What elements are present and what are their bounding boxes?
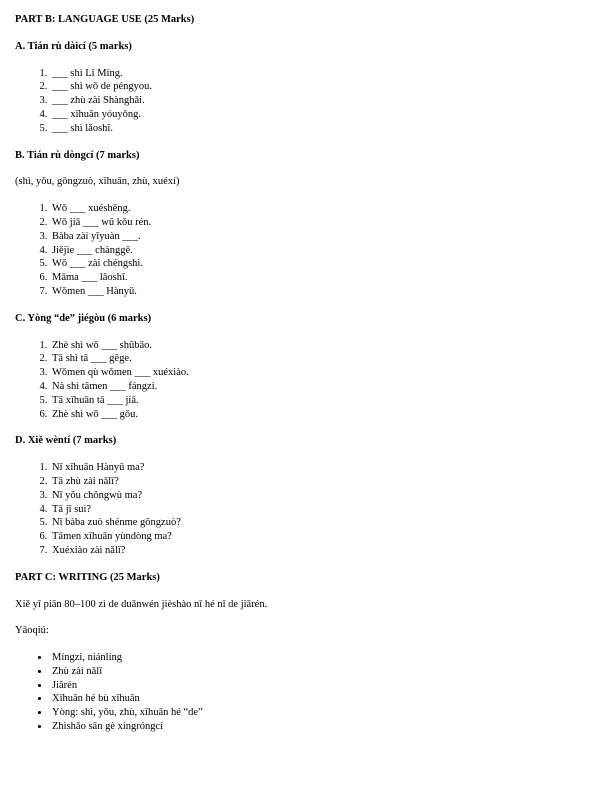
- list-item: • Míngzi, niánlíng: [50, 651, 592, 665]
- list-item: 3. Wǒmen qù wǒmen ___ xuéxiào.: [50, 366, 592, 380]
- list-item: 6. Zhè shì wǒ ___ gǒu.: [50, 408, 592, 422]
- requirements-label: Yāoqiú:: [15, 625, 49, 637]
- list-item: 3. ___ zhù zài Shànghǎi.: [50, 94, 592, 108]
- list-item: 4. Nà shì tāmen ___ fángzi.: [50, 380, 592, 394]
- list-item: 2. ___ shì wǒ de péngyou.: [50, 80, 592, 94]
- list-item: 3. Bàba zài yīyuàn ___.: [50, 230, 592, 244]
- list-item: 6. Māma ___ lǎoshī.: [50, 271, 592, 285]
- list-item: 4. ___ xǐhuān yóuyǒng.: [50, 108, 592, 122]
- list-item: 3. Nǐ yǒu chǒngwù ma?: [50, 489, 592, 503]
- list-item: 5. Tā xǐhuān tā ___ jiā.: [50, 394, 592, 408]
- list-item: 1. Wǒ ___ xuéshēng.: [50, 202, 592, 216]
- list-item: 2. Tā shì tā ___ gēge.: [50, 352, 592, 366]
- list-item: 1. ___ shì Lǐ Míng.: [50, 67, 592, 81]
- requirements-list: [15, 651, 592, 734]
- part-c-heading: PART C: WRITING (25 Marks): [15, 571, 160, 583]
- list-item: 7. Xuéxiào zài nǎlǐ?: [50, 544, 592, 558]
- writing-instruction: Xiě yī piān 80–100 zì de duǎnwén jièshào nǐ hé nǐ de jiārén.: [15, 598, 268, 610]
- list-item: 1. Zhè shì wǒ ___ shūbāo.: [50, 339, 592, 353]
- list-item: 2. Wǒ jiā ___ wǔ kǒu rén.: [50, 216, 592, 230]
- section-b-heading: B. Tián rù dòngcí (7 marks): [15, 149, 140, 161]
- list-item: • Yòng: shì, yǒu, zhù, xǐhuān hé “de”: [50, 706, 592, 720]
- list-item: 6. Tāmen xǐhuān yùndòng ma?: [50, 530, 592, 544]
- list-item: • Zhìshǎo sān gè xíngróngcí: [50, 720, 592, 734]
- section-d-heading: D. Xiě wèntí (7 marks): [15, 435, 117, 447]
- list-item: 5. Wǒ ___ zài chéngshì.: [50, 257, 592, 271]
- section-a-heading: A. Tián rù dàicí (5 marks): [15, 40, 132, 52]
- list-item: 5. Nǐ bàba zuò shénme gōngzuò?: [50, 516, 592, 530]
- list-item: • Jiārén: [50, 679, 592, 693]
- list-item: 4. Tā jǐ suì?: [50, 503, 592, 517]
- section-c-list: [15, 339, 592, 422]
- list-item: • Zhù zài nǎlǐ: [50, 665, 592, 679]
- list-item: • Xǐhuān hé bù xǐhuān: [50, 692, 592, 706]
- list-item: 1. Nǐ xǐhuān Hànyǔ ma?: [50, 461, 592, 475]
- section-b-list: [15, 202, 592, 299]
- list-item: 2. Tā zhù zài nǎlǐ?: [50, 475, 592, 489]
- list-item: 7. Wǒmen ___ Hànyǔ.: [50, 285, 592, 299]
- list-item: 4. Jiějie ___ chànggē.: [50, 244, 592, 258]
- list-item: 5. ___ shì lǎoshī.: [50, 122, 592, 136]
- word-bank: (shì, yǒu, gōngzuò, xǐhuān, zhù, xuéxí): [15, 176, 180, 188]
- section-c-heading: C. Yòng “de” jiégòu (6 marks): [15, 312, 152, 324]
- part-b-heading: PART B: LANGUAGE USE (25 Marks): [15, 14, 195, 25]
- section-d-list: [15, 461, 592, 558]
- section-a-list: [15, 67, 592, 136]
